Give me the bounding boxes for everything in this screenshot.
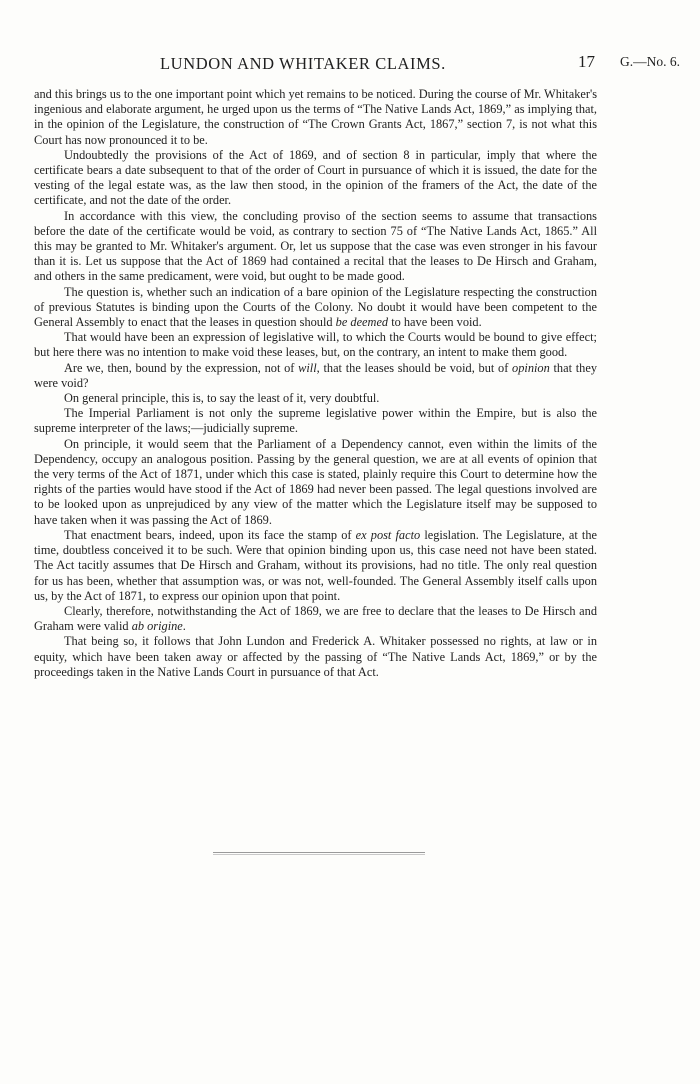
text-run: That would have been an expression of legislative will, to which the Courts would be bound to give effect; but here there was no intention to make void these leases, but, on the contrary, an intent to make them good. xyxy=(34,330,597,360)
text-run: legislation. The Legislature, at the time, doubtless conceived it to be such. Were that opinion binding upon us, this case need not have been stated. The Act tacitly assumes that De Hirsch and Graham, without its provisions, had no title. The only real question for us has been, whether that assumption was, or was not, well-founded. The General Assembly itself calls upon us, by the Act of 1871, to express our opinion upon that point. xyxy=(34,527,597,603)
document-reference: G.—No. 6. xyxy=(620,54,680,69)
text-run: That being so, it follows that John Lundon and Frederick A. Whitaker possessed no rights, at law or in equity, which have been taken away or affected by the passing of “The Native Lands Act, 1869,” or by the proceedings taken in the Native Lands Court in pursuance of that Act. xyxy=(34,634,597,679)
text-run: The question is, whether such an indication of a bare opinion of the Legislature respecting the construction of previous Statutes is binding upon the Courts of the Colony. No doubt it would have been competent to the General Assembly to enact that the leases in question should xyxy=(34,284,597,330)
paragraph xyxy=(34,406,597,436)
italic-text: will xyxy=(298,360,317,375)
italic-text: ex post facto xyxy=(355,527,421,542)
running-title: LUNDON AND WHITAKER CLAIMS. xyxy=(160,54,446,73)
text-run: and this brings us to the one important point which yet remains to be noticed. During the course of Mr. Whitaker's ingenious and elaborate argument, he urged upon us the terms of “The Native Lands Act, 1869,” as implying that, in the opinion of the Legislature, the construction of “The Crown Grants Act, 1867,” section 7, is not what this Court has now pronounced it to be. xyxy=(34,87,597,147)
paragraph xyxy=(34,330,597,360)
text-run: . xyxy=(182,619,186,634)
text-run: Clearly, therefore, notwithstanding the Act of 1869, we are free to declare that the leases to De Hirsch and Graham were valid xyxy=(34,603,597,634)
body-text xyxy=(34,87,597,680)
paragraph xyxy=(34,391,597,406)
text-run: On general principle, this is, to say the least of it, very doubtful. xyxy=(64,391,380,406)
text-run: Undoubtedly the provisions of the Act of 1869, and of section 8 in particular, imply that where the certificate bears a date subsequent to that of the order of Court in pursuance of which it is issued, the date for the vesting of the legal estate was, as the law then stood, in the opinion of the framers of the Act, the date of the certificate, and not the date of the order. xyxy=(34,147,597,208)
text-run: On principle, it would seem that the Parliament of a Dependency cannot, even within the limits of the Dependency, occupy an analogous position. Passing by the general question, we are at all events of opinion that the very terms of the Act of 1871, under which this case is stated, plainly require this Court to determine how the rights of the parties would have stood if the Act of 1869 had never been passed. The legal questions involved are to be looked upon as unprejudiced by any view of the matter which the Legislature itself may be supposed to have taken when it was passing the Act of 1869. xyxy=(34,436,597,527)
italic-text: be deemed xyxy=(335,315,389,330)
italic-text: ab origine xyxy=(131,619,183,634)
paragraph xyxy=(34,285,597,331)
page-header xyxy=(0,52,700,76)
text-run: In accordance with this view, the concluding proviso of the section seems to assume that transactions before the date of the certificate would be void, as contrary to section 75 of “The Native Lands Act, 1865.” All this may be granted to Mr. Whitaker's argument. Or, let us suppose that the case was even stronger in his favour than it is. Let us suppose that the Act of 1869 had contained a recital that the leases to De Hirsch and Graham, and others in the same predicament, were void, but ought to be made good. xyxy=(34,208,597,284)
paragraph xyxy=(34,361,597,391)
text-run: That enactment bears, indeed, upon its face the stamp of xyxy=(64,527,356,542)
page-number: 17 xyxy=(578,52,595,71)
text-run: The Imperial Parliament is not only the supreme legislative power within the Empire, but is also the supreme interpreter of the laws;—judicially supreme. xyxy=(34,406,597,436)
italic-text: opinion xyxy=(512,360,550,375)
paragraph xyxy=(34,604,597,634)
paragraph xyxy=(34,87,597,148)
end-rule xyxy=(213,852,425,855)
text-run: Are we, then, bound by the expression, not of xyxy=(64,360,299,375)
text-run: , that the leases should be void, but of xyxy=(316,360,513,375)
paragraph xyxy=(34,209,597,285)
paragraph xyxy=(34,437,597,528)
paragraph xyxy=(34,634,597,680)
text-run: that they were void? xyxy=(34,360,597,390)
text-run: to have been void. xyxy=(388,315,482,330)
paragraph xyxy=(34,148,597,209)
paragraph xyxy=(34,528,597,604)
